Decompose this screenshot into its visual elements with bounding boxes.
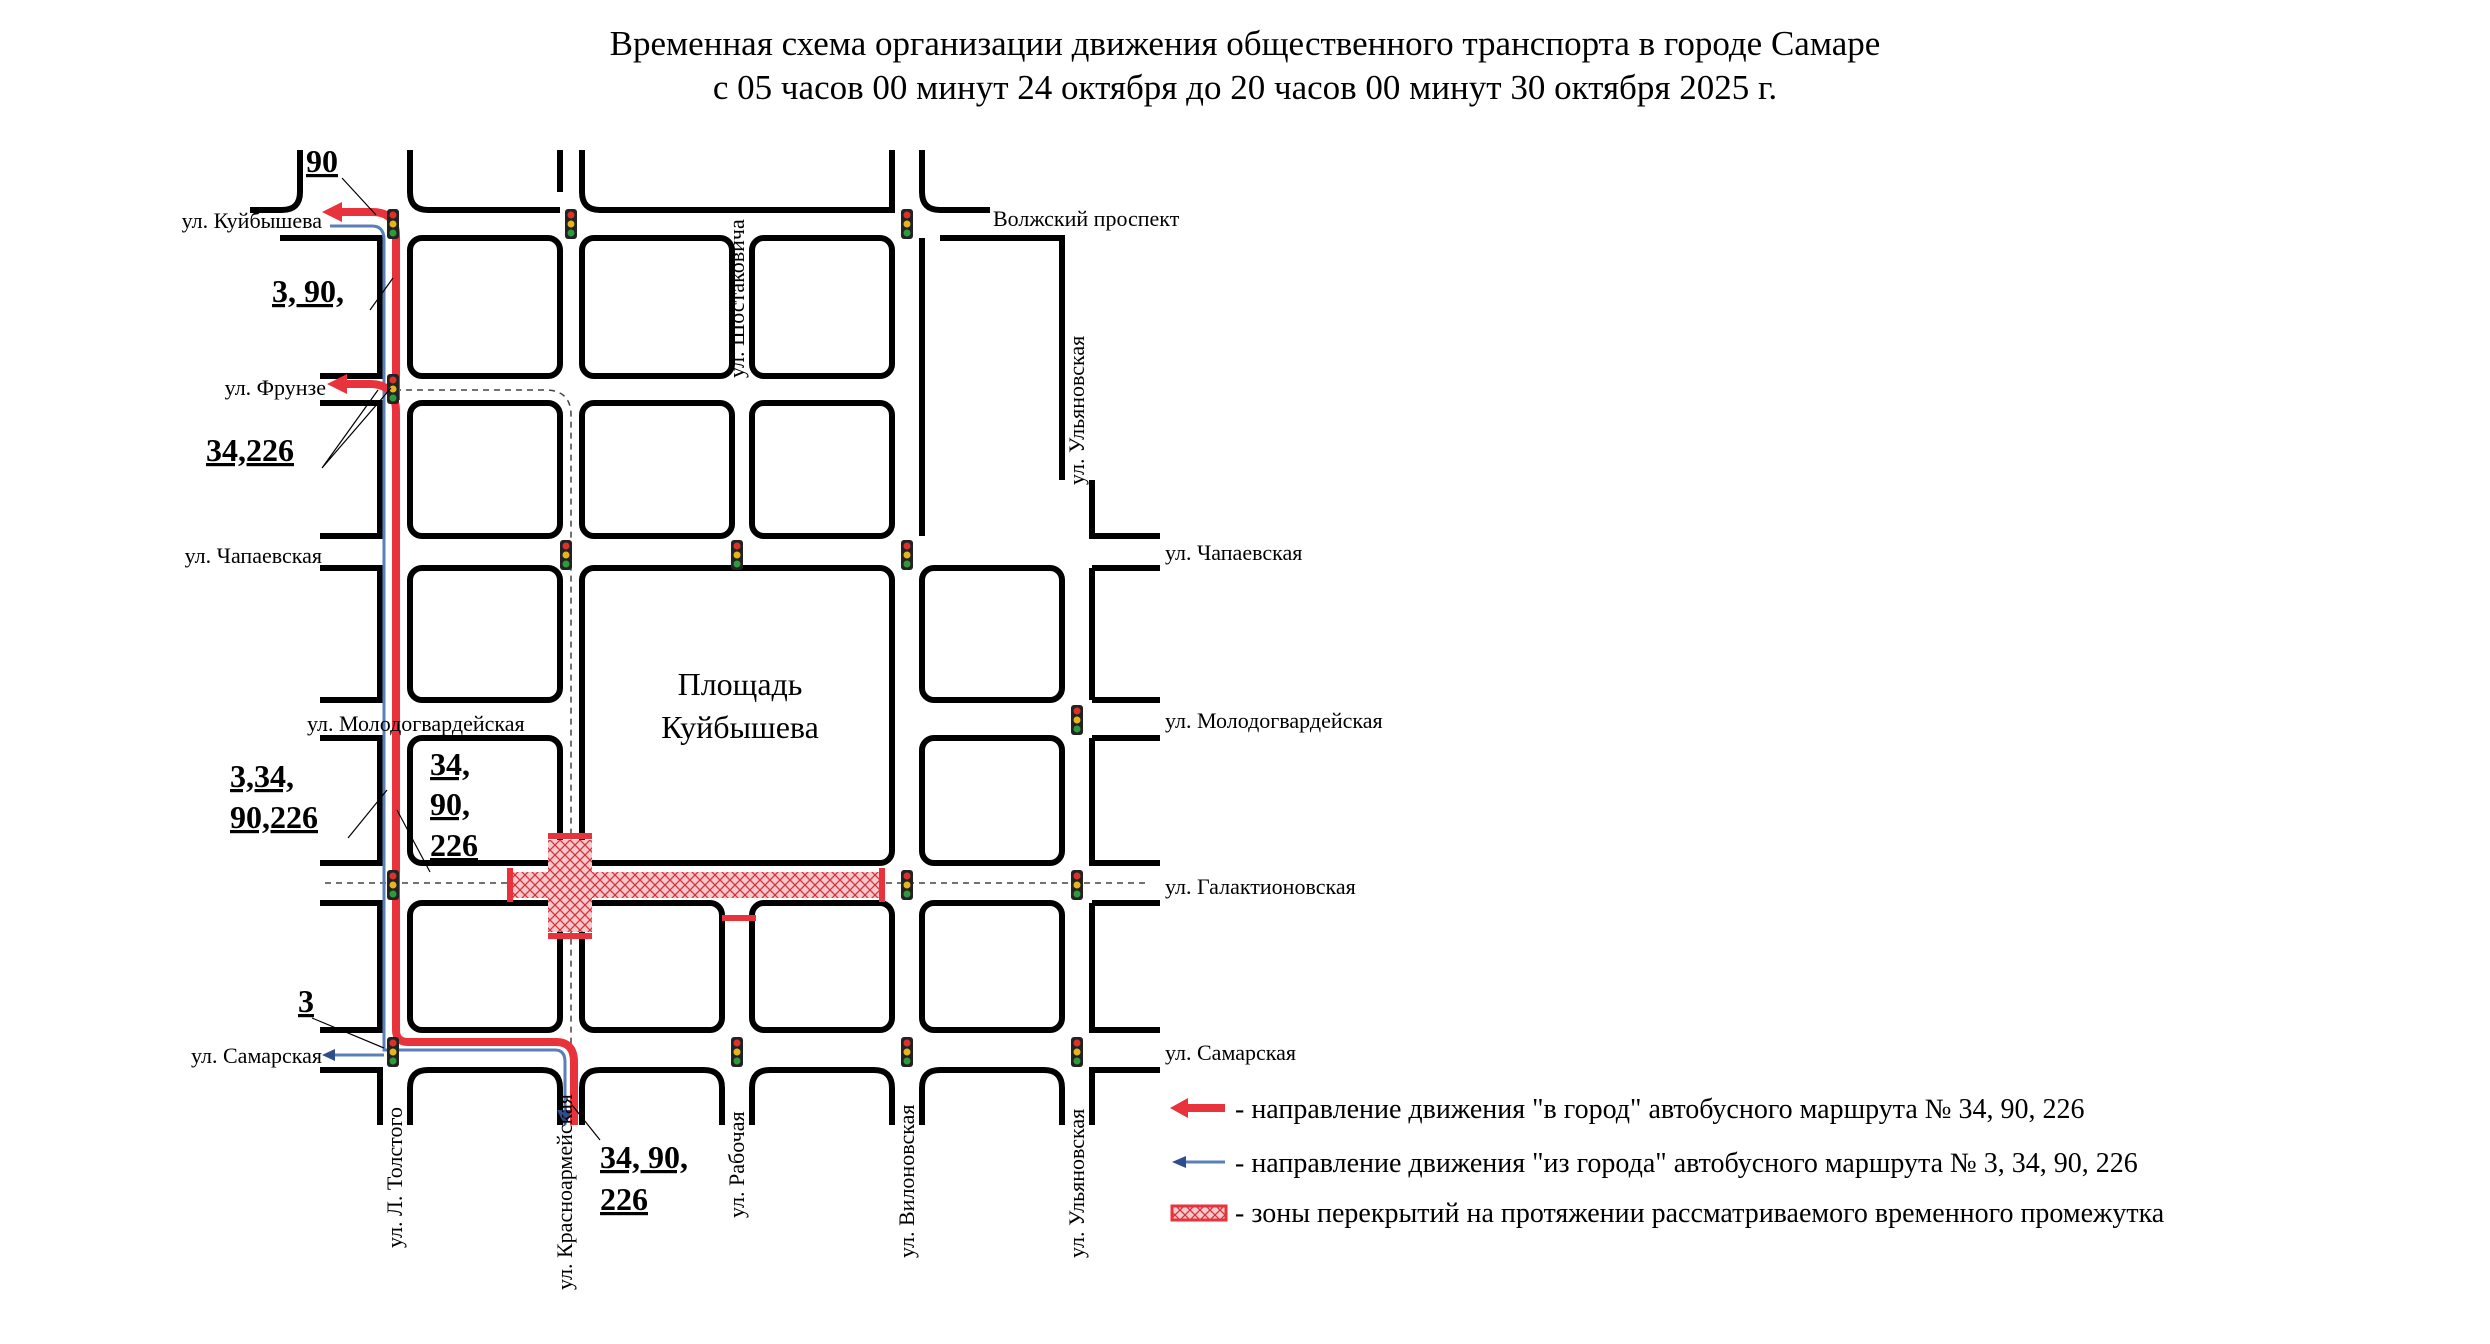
street-label-rabochaya: ул. Рабочая (724, 1111, 749, 1218)
street-label-samarskaya-east: ул. Самарская (1165, 1040, 1296, 1065)
legend-item-outbound (1172, 1148, 2138, 1179)
route-label-34-226: 34,226 (206, 432, 294, 468)
city-block (752, 903, 892, 1030)
legend-text-inbound: - направление движения "в город" автобусного маршрута № 34, 90, 226 (1235, 1094, 2085, 1125)
legend-text-outbound: - направление движения "из города" автобусного маршрута № 3, 34, 90, 226 (1235, 1148, 2138, 1179)
block-edge (410, 1070, 560, 1125)
block-edge (1092, 1070, 1160, 1125)
block-edge (582, 1070, 722, 1125)
street-label-galaktionovskaya: ул. Галактионовская (1165, 874, 1356, 899)
street-label-kuybysheva: ул. Куйбышева (181, 208, 322, 233)
block-edge (1092, 903, 1160, 1030)
route-label-90: 90 (306, 143, 338, 179)
block-edge (410, 150, 560, 210)
street-label-tolstogo: ул. Л. Толстого (382, 1107, 407, 1248)
route-label-34-90-226-mid-line-3: 226 (430, 827, 478, 863)
closure-zones (510, 836, 882, 936)
traffic-light-icon (901, 540, 913, 570)
city-block (410, 238, 560, 376)
street-label-samarskaya-west: ул. Самарская (191, 1043, 322, 1068)
street-label-ulyanovskaya-south: ул. Ульяновская (1064, 1108, 1089, 1258)
route-label-34-90-226-mid-line-2: 90, (430, 786, 470, 822)
traffic-light-icon (731, 1037, 743, 1067)
block-edge (320, 903, 380, 1030)
street-label-vilonovskaya: ул. Вилоновская (894, 1104, 919, 1258)
route-label-34-90-226-bottom-line-1: 34, 90, (600, 1139, 688, 1175)
traffic-light-icon (560, 540, 572, 570)
route-label-3-90: 3, 90, (272, 273, 344, 309)
route-label-3-34-90-226-line-2: 90,226 (230, 799, 318, 835)
traffic-light-icon (1071, 1037, 1083, 1067)
street-label-molodogvardeyskaya-west: ул. Молодогвардейская (307, 711, 525, 736)
street-label-chapaevskaya-east: ул. Чапаевская (1165, 540, 1303, 565)
city-block (410, 403, 560, 536)
city-block (922, 738, 1062, 863)
route-label-3: 3 (298, 983, 314, 1019)
traffic-light-icon (387, 1037, 399, 1067)
legend-item-closure (1172, 1198, 2165, 1229)
block-edge (940, 238, 1062, 480)
block-edge (922, 1070, 1062, 1125)
street-label-volzhsky: Волжский проспект (993, 206, 1180, 231)
map-title-line-2: с 05 часов 00 минут 24 октября до 20 часов 00 минут 30 октября 2025 г. (712, 68, 1778, 107)
legend (1170, 1094, 2165, 1229)
traffic-light-icon (901, 870, 913, 900)
street-label-frunze: ул. Фрунзе (224, 375, 326, 400)
block-edge (752, 1070, 892, 1125)
red-arrow-head-icon (1170, 1098, 1188, 1118)
outbound-route (322, 226, 573, 1126)
block-edge (320, 738, 380, 863)
city-block (582, 403, 732, 536)
city-block (582, 903, 722, 1030)
traffic-light-icon (1071, 705, 1083, 735)
block-edge (922, 150, 990, 210)
block-edge (582, 150, 892, 210)
route-label-34-90-226-bottom-line-2: 226 (600, 1181, 648, 1217)
city-block (922, 568, 1062, 700)
square-name-line-1: Площадь (677, 666, 803, 702)
traffic-light-icon (731, 540, 743, 570)
city-block (410, 903, 560, 1030)
city-block (922, 903, 1062, 1030)
legend-item-inbound (1170, 1094, 2085, 1125)
closure-zone-galaktionovskaya (510, 872, 882, 898)
street-label-krasnoarmeyskaya: ул. Красноармейская (552, 1094, 577, 1290)
traffic-light-icon (901, 209, 913, 239)
city-block (752, 403, 892, 536)
street-label-chapaevskaya-west: ул. Чапаевская (184, 543, 322, 568)
route-label-34-90-226-mid-line-1: 34, (430, 746, 470, 782)
traffic-light-icon (901, 1037, 913, 1067)
blue-arrow-head-icon (1172, 1156, 1186, 1168)
block-edge (1092, 568, 1160, 700)
legend-text-closure: - зоны перекрытий на протяжении рассматриваемого временного промежутка (1235, 1198, 2165, 1229)
map-title-line-1: Временная схема организации движения общественного транспорта в городе Самаре (609, 24, 1881, 63)
block-edge (250, 150, 300, 210)
city-block (752, 238, 892, 376)
city-blocks (250, 150, 1160, 1125)
square-name-line-2: Куйбышева (661, 709, 819, 745)
route-label-3-34-90-226-line-1: 3,34, (230, 758, 294, 794)
traffic-light-icon (387, 374, 399, 404)
block-edge (320, 568, 380, 700)
city-block (410, 568, 560, 700)
street-label-ulyanovskaya-north: ул. Ульяновская (1064, 335, 1089, 485)
street-label-molodogvardeyskaya-east: ул. Молодогвардейская (1165, 708, 1383, 733)
traffic-light-icon (565, 209, 577, 239)
city-block (582, 238, 732, 376)
traffic-light-icon (387, 870, 399, 900)
inbound-route (322, 202, 574, 1125)
block-edge (1092, 480, 1160, 536)
block-edge (320, 403, 380, 536)
block-edge (1092, 738, 1160, 863)
traffic-light-icon (1071, 870, 1083, 900)
street-label-shostakovicha: ул. Шостаковича (724, 219, 749, 378)
traffic-light-icon (387, 209, 399, 239)
block-edge (320, 1070, 380, 1125)
red-hatched-bar-icon (1172, 1206, 1226, 1220)
